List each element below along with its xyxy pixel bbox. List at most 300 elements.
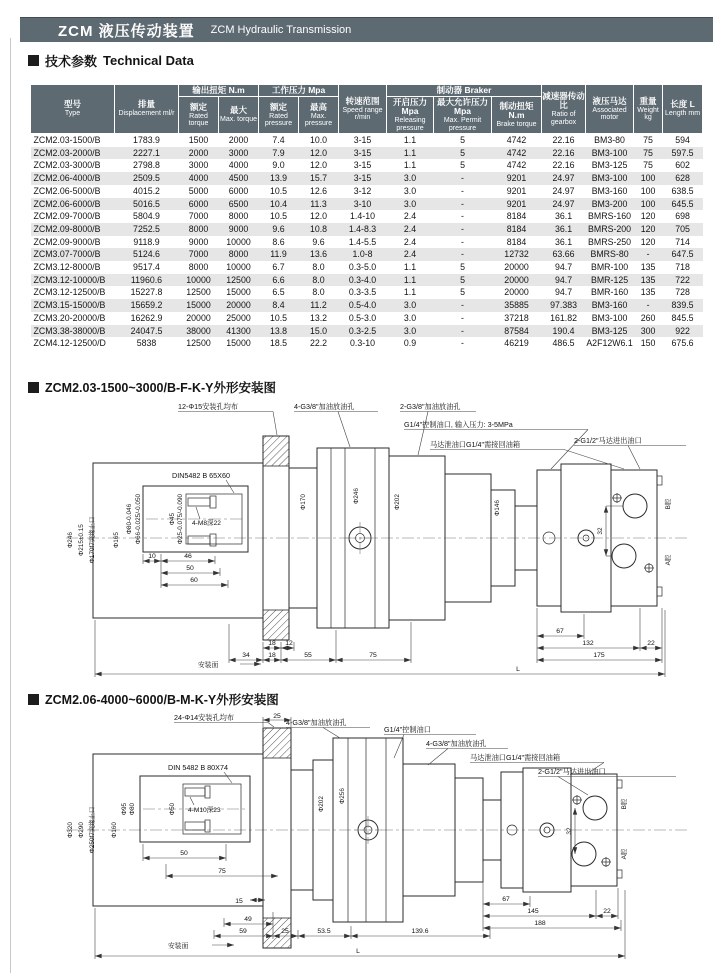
table-cell: - (461, 312, 464, 323)
col-header-rated-pressure: 额定 Rated pressure (259, 97, 299, 134)
table-cell: 1.1 (403, 160, 417, 171)
table-row (31, 236, 703, 249)
table-row (31, 248, 703, 261)
callout-drain-port: 马达泄油口G1/4"需接回油箱 (430, 440, 521, 449)
table-cell: 11.3 (310, 198, 327, 209)
table-cell: 602 (675, 160, 690, 171)
section-heading-drawing2 (28, 690, 279, 708)
label-chamber-a: A腔 (665, 554, 672, 566)
table-cell: 1.4-8.3 (348, 223, 377, 234)
table-cell: 5804.9 (133, 211, 160, 222)
table-cell: 100 (640, 198, 656, 209)
table-row (31, 223, 703, 236)
dim-label: L (356, 948, 360, 955)
table-cell: 9.6 (272, 223, 285, 234)
table-cell: 1.1 (403, 262, 417, 273)
table-cell: 15000 (186, 300, 211, 311)
table-cell: A2F12W6.1 (586, 338, 633, 349)
table-cell: 120 (640, 223, 656, 234)
dim-label: Φ146 (494, 500, 501, 516)
dim-label: Φ256 (339, 788, 346, 804)
table-cell: 0.3-10 (350, 338, 375, 349)
table-cell: 12500 (186, 287, 211, 298)
table-cell: ZCM2.03-3000/B (33, 160, 101, 171)
table-cell: 628 (675, 173, 690, 184)
table-cell: 18.5 (269, 338, 288, 349)
table-cell: 5124.6 (133, 249, 160, 260)
table-cell: - (461, 211, 464, 222)
callout-tap-holes: 4-M10深23 (188, 807, 221, 814)
label-mount-face: 安装面 (198, 662, 219, 669)
table-cell: 100 (640, 173, 656, 184)
table-cell: 2000 (188, 147, 209, 158)
drawing2-installation-diagram (28, 712, 706, 970)
table-cell: 1.1 (403, 274, 417, 285)
table-cell: 36.1 (554, 236, 573, 247)
table-cell: 120 (640, 236, 656, 247)
dim-label: 18 (268, 640, 276, 647)
table-cell: 15000 (226, 338, 251, 349)
table-cell: 7.9 (272, 147, 285, 158)
drawing2-heading: ZCM2.06-4000~6000/B-M-K-Y外形安装图 (45, 693, 279, 707)
section-title-en: Technical Data (103, 53, 194, 68)
table-cell: 3000 (188, 160, 209, 171)
table-cell: 8000 (228, 211, 249, 222)
group-header-working-pressure: 工作压力 Mpa (259, 85, 339, 97)
dim-label: 50 (186, 565, 194, 572)
callout-fill-holes-2: 2-G3/8"加油放油孔 (400, 402, 461, 411)
table-cell: 3.0 (403, 173, 417, 184)
dim-label: Φ45 (169, 512, 176, 526)
table-cell: 300 (640, 325, 656, 336)
table-cell: 8184 (506, 223, 527, 234)
square-bullet-icon (28, 694, 39, 705)
table-cell: ZCM3.07-7000/B (33, 249, 101, 260)
table-cell: 0.3-4.0 (348, 274, 377, 285)
table-cell: 5 (460, 147, 465, 158)
table-cell: 8.0 (312, 262, 325, 273)
callout-control-port: G1/4"控制油口 (384, 725, 431, 734)
table-cell: 3.0 (403, 185, 417, 196)
table-cell: ZCM3.20-20000/B (33, 312, 106, 323)
table-cell: 6000 (188, 198, 209, 209)
table-cell: 0.5-4.0 (348, 300, 377, 311)
table-row (31, 134, 703, 147)
table-cell: 0.5-3.0 (348, 312, 377, 323)
table-cell: ZCM3.38-38000/B (33, 325, 106, 336)
table-cell: ZCM2.09-8000/B (33, 223, 101, 234)
dim-label: 145 (527, 908, 539, 915)
table-cell: 1.1 (403, 147, 417, 158)
table-cell: 13.9 (269, 173, 288, 184)
dim-label: Φ165 (113, 532, 120, 548)
table-row (31, 172, 703, 185)
table-row (31, 274, 703, 287)
col-header-rated-torque: 额定 Rated torque (179, 97, 219, 134)
col-header-releasing-pressure: 开启压力 Mpa Releasing pressure (387, 97, 434, 134)
table-cell: 100 (640, 185, 656, 196)
section-heading-drawing1 (28, 378, 276, 396)
table-cell: 161.82 (550, 312, 577, 323)
dim-label: 188 (534, 920, 546, 927)
table-cell: 2509.5 (133, 173, 160, 184)
table-cell: 1.1 (403, 135, 417, 145)
table-cell: 1500 (188, 135, 209, 145)
table-cell: 4742 (506, 160, 527, 171)
table-cell: 2.4 (403, 236, 417, 247)
dim-label: Φ215±0.15 (78, 524, 85, 556)
table-cell: 645.5 (671, 198, 694, 209)
table-cell: - (461, 198, 464, 209)
table-cell: 10000 (226, 262, 251, 273)
col-header-max-torque: 最大 Max. torque (219, 97, 259, 134)
label-chamber-b: B腔 (665, 498, 672, 510)
dim-label: 67 (556, 628, 564, 635)
table-cell: 20000 (504, 274, 529, 285)
table-cell: - (461, 249, 464, 260)
drawing2-callouts (168, 713, 676, 859)
table-cell: 63.66 (552, 249, 575, 260)
table-cell: ZCM3.12-12500/B (33, 287, 106, 298)
table-cell: 8000 (228, 249, 249, 260)
table-cell: 0.9 (403, 338, 417, 349)
table-cell: 15000 (226, 287, 251, 298)
table-cell: 1.1 (403, 287, 417, 298)
table-cell: 24047.5 (130, 325, 163, 336)
table-cell: 20000 (186, 312, 211, 323)
dim-label: 15 (235, 898, 243, 905)
table-cell: 15.7 (309, 173, 328, 184)
col-header-max-pressure: 最高 Max. pressure (299, 97, 339, 134)
table-cell: 75 (643, 160, 653, 171)
table-cell: BMRS-80 (590, 249, 629, 260)
table-cell: 87584 (504, 325, 529, 336)
square-bullet-icon (28, 55, 39, 66)
table-cell: 15659.2 (130, 300, 163, 311)
table-cell: 75 (643, 147, 653, 158)
table-cell: BM3-100 (591, 312, 628, 323)
table-cell: 75 (643, 135, 653, 145)
table-cell: 11.2 (310, 300, 327, 311)
table-cell: 2000 (228, 135, 249, 145)
table-header (31, 85, 703, 134)
table-cell: 4000 (228, 160, 249, 171)
table-cell: 22.16 (552, 135, 575, 145)
table-cell: 9201 (506, 185, 527, 196)
table-cell: 22.16 (552, 147, 575, 158)
table-row (31, 325, 703, 338)
table-cell: - (461, 223, 464, 234)
table-cell: 3-15 (353, 173, 372, 184)
table-cell: ZCM3.15-15000/B (33, 300, 106, 311)
table-cell: BM3-125 (591, 160, 628, 171)
table-cell: 24.97 (552, 198, 575, 209)
table-cell: ZCM2.09-7000/B (33, 211, 101, 222)
dim-label: Φ80 (129, 802, 136, 816)
dim-label: Φ290 (78, 822, 85, 838)
table-row (31, 198, 703, 211)
col-header-brake-torque: 制动扭矩 N.m Brake torque (492, 97, 542, 134)
dim-label: Φ160 (111, 822, 118, 838)
dim-label: Φ246 (353, 488, 360, 504)
callout-fill-holes-4: 4-G3/8"加油放油孔 (294, 402, 355, 411)
square-bullet-icon (28, 382, 39, 393)
drawing1-diameter-labels (67, 488, 501, 564)
callout-tap-holes: 4-M8深22 (192, 520, 221, 527)
table-cell: 7000 (188, 211, 209, 222)
table-cell: 15.0 (309, 325, 328, 336)
col-header-length: 长度 L Length mm (663, 85, 703, 134)
table-cell: 9000 (188, 236, 209, 247)
table-cell: 4742 (506, 135, 527, 145)
dim-label: 59 (239, 928, 247, 935)
table-cell: 20000 (226, 300, 251, 311)
table-cell: 8.6 (272, 236, 285, 247)
table-cell: 135 (640, 262, 656, 273)
callout-spline: DIN5482 B 65X60 (172, 471, 230, 480)
table-cell: BMR-100 (590, 262, 629, 273)
drawing1-callouts (172, 402, 686, 565)
table-cell: 5 (460, 135, 465, 145)
col-header-speed-range: 转速范围 Speed range r/min (339, 85, 387, 134)
table-cell: 9000 (228, 223, 249, 234)
table-cell: 35885 (504, 300, 529, 311)
callout-motor-ports: 2-G1/2"马达进出油口 (538, 767, 606, 776)
table-cell: 10000 (186, 274, 211, 285)
table-cell: 7252.5 (133, 223, 160, 234)
drawing1-installation-diagram (28, 398, 706, 683)
table-cell: 597.5 (671, 147, 694, 158)
table-cell: 8.0 (312, 274, 325, 285)
table-cell: 10.5 (269, 312, 288, 323)
dim-label: Φ95 (121, 802, 128, 816)
table-cell: 3.0 (403, 312, 417, 323)
table-cell: 46219 (504, 338, 529, 349)
table-cell: - (461, 300, 464, 311)
dim-label: 55 (304, 652, 312, 659)
dim-label: Φ320 (67, 822, 74, 838)
table-cell: 11960.6 (130, 274, 163, 285)
dim-label: 34 (242, 652, 250, 659)
dim-label: Φ170f7突缘止口 (89, 516, 96, 564)
page-title-en: ZCM Hydraulic Transmission (210, 24, 352, 36)
table-cell: 2798.8 (133, 160, 160, 171)
dim-label: L (516, 666, 520, 673)
table-cell: 6.5 (272, 287, 285, 298)
callout-spline: DIN 5482 B 80X74 (168, 763, 228, 772)
table-cell: 260 (640, 312, 656, 323)
table-cell: 1.0-8 (352, 249, 373, 260)
dim-label: 139.6 (411, 928, 429, 935)
callout-mount-holes: 24-Φ14安装孔均布 (174, 713, 235, 722)
table-cell: 9201 (506, 173, 527, 184)
table-cell: 6500 (228, 198, 249, 209)
dim-label: 25 (273, 713, 281, 720)
table-cell: 3-15 (353, 135, 372, 145)
table-row (31, 337, 703, 350)
col-header-weight: 重量 Weight kg (634, 85, 663, 134)
table-cell: 1.4-10 (350, 211, 375, 222)
table-cell: 9.0 (272, 160, 285, 171)
table-cell: 5000 (188, 185, 209, 196)
dim-label: 10 (148, 553, 156, 560)
table-cell: 8184 (506, 211, 527, 222)
dim-label: Φ202 (318, 796, 325, 812)
table-cell: 0.3-5.0 (348, 262, 377, 273)
table-cell: BM3-80 (594, 135, 625, 145)
table-cell: 190.4 (552, 325, 575, 336)
table-cell: 11.9 (270, 249, 287, 260)
table-cell: 3.0 (403, 325, 417, 336)
table-cell: 2227.1 (133, 147, 160, 158)
callout-motor-ports: 2-G1/2"马达进出油口 (574, 436, 642, 445)
dim-label: Φ50 (169, 802, 176, 816)
table-cell: BM3-100 (591, 173, 628, 184)
table-row (31, 286, 703, 299)
dim-label: 32 (597, 527, 604, 535)
table-cell: 922 (675, 325, 690, 336)
dim-label: Φ170 (300, 494, 307, 510)
table-cell: 718 (675, 262, 690, 273)
table-cell: 638.5 (671, 185, 694, 196)
table-row (31, 210, 703, 223)
table-cell: 135 (640, 287, 656, 298)
dim-label: 32 (566, 827, 573, 835)
table-cell: 5 (460, 262, 465, 273)
table-cell: 698 (675, 211, 690, 222)
table-cell: 94.7 (554, 274, 573, 285)
table-cell: 38000 (186, 325, 211, 336)
table-cell: 12500 (226, 274, 251, 285)
table-cell: 135 (640, 274, 656, 285)
table-cell: ZCM4.12-12500/D (33, 338, 106, 349)
col-header-displacement: 排量 Displacement ml/r (115, 85, 179, 134)
table-cell: - (461, 173, 464, 184)
table-cell: 675.6 (671, 338, 694, 349)
table-cell: 150 (640, 338, 656, 349)
table-cell: ZCM3.12-10000/B (33, 274, 106, 285)
table-cell: BM3-200 (591, 198, 628, 209)
table-cell: BMR-125 (590, 274, 629, 285)
table-cell: 12732 (504, 249, 529, 260)
table-cell: 4015.2 (133, 185, 160, 196)
table-cell: ZCM2.06-4000/B (33, 173, 101, 184)
dim-label: 67 (502, 896, 510, 903)
table-cell: - (461, 236, 464, 247)
table-cell: 25000 (226, 312, 251, 323)
dim-label: 18 (268, 652, 276, 659)
callout-fill-holes-mid: 4-G3/8"加油放油孔 (426, 739, 487, 748)
table-cell: 1.4-5.5 (348, 236, 377, 247)
table-cell: ZCM2.09-9000/B (33, 236, 101, 247)
table-cell: 839.5 (671, 300, 694, 311)
table-cell: 4500 (228, 173, 249, 184)
table-cell: 2.4 (403, 211, 417, 222)
dim-label: 175 (593, 652, 605, 659)
table-cell: 41300 (226, 325, 251, 336)
table-cell: 94.7 (554, 262, 573, 273)
table-cell: 8.4 (272, 300, 285, 311)
table-cell: 647.5 (671, 249, 694, 260)
table-cell: 722 (675, 274, 690, 285)
dim-label: 22 (647, 640, 655, 647)
col-header-ratio: 减速器传动比 Ratio of gearbox (542, 85, 586, 134)
table-cell: 10000 (226, 236, 251, 247)
table-cell: 3.0 (403, 198, 417, 209)
table-cell: 594 (675, 135, 690, 145)
table-cell: 8184 (506, 236, 527, 247)
table-cell: 12.0 (309, 147, 328, 158)
table-cell: BMRS-200 (588, 223, 632, 234)
table-cell: 8000 (188, 262, 209, 273)
table-cell: 22.2 (309, 338, 328, 349)
table-row (31, 159, 703, 172)
table-cell: 5 (460, 287, 465, 298)
table-row (31, 261, 703, 274)
table-cell: 5838 (136, 338, 157, 349)
table-cell: - (461, 185, 464, 196)
table-cell: BMR-160 (590, 287, 629, 298)
table-cell: 4000 (188, 173, 209, 184)
table-cell: 3-12 (353, 185, 372, 196)
table-row (31, 147, 703, 160)
table-cell: 97.383 (550, 300, 577, 311)
dim-label: 50 (180, 850, 188, 857)
table-cell: 13.8 (269, 325, 288, 336)
label-mount-face: 安装面 (168, 943, 189, 950)
dim-label: 75 (369, 652, 377, 659)
table-cell: 6.6 (272, 274, 285, 285)
table-cell: 2.4 (403, 223, 417, 234)
table-cell: 16262.9 (130, 312, 163, 323)
table-cell: 10.0 (309, 135, 328, 145)
table-cell: 7000 (188, 249, 209, 260)
table-cell: 24.97 (552, 173, 575, 184)
table-cell: BMRS-250 (588, 236, 632, 247)
dim-label: 75 (218, 868, 226, 875)
table-cell: 2.4 (403, 249, 417, 260)
section-heading-technical (28, 51, 194, 70)
table-cell: 9517.4 (133, 262, 160, 273)
table-cell: 22.16 (552, 160, 575, 171)
drawing1-heading: ZCM2.03-1500~3000/B-F-K-Y外形安装图 (45, 381, 276, 395)
table-cell: 12.0 (309, 211, 328, 222)
table-cell: 0.3-2.5 (348, 325, 377, 336)
table-cell: 37218 (504, 312, 529, 323)
table-cell: ZCM2.06-5000/B (33, 185, 101, 196)
table-cell: 120 (640, 211, 656, 222)
label-chamber-a: A腔 (621, 848, 628, 860)
group-header-braker: 制动器 Braker (387, 85, 542, 97)
table-cell: 10.5 (269, 211, 288, 222)
table-row (31, 312, 703, 325)
table-cell: 845.5 (671, 312, 694, 323)
callout-drain-port: 马达泄油口G1/4"需接回油箱 (470, 753, 561, 762)
callout-fill-holes-top: 4-G3/8"加油放油孔 (286, 718, 347, 727)
table-cell: BMRS-160 (588, 211, 632, 222)
table-cell: ZCM2.03-1500/B (33, 135, 101, 145)
page-edge (10, 38, 11, 973)
table-cell: 3-15 (353, 147, 372, 158)
group-header-output-torque: 输出扭矩 N.m (179, 85, 259, 97)
dim-label: 46 (184, 553, 192, 560)
table-cell: - (461, 338, 464, 349)
table-cell: 9.6 (312, 236, 325, 247)
table-cell: 5016.5 (133, 198, 160, 209)
table-cell: 94.7 (554, 287, 573, 298)
dim-label: 25 (281, 928, 289, 935)
page-title-zh: ZCM 液压传动装置 (58, 22, 195, 40)
